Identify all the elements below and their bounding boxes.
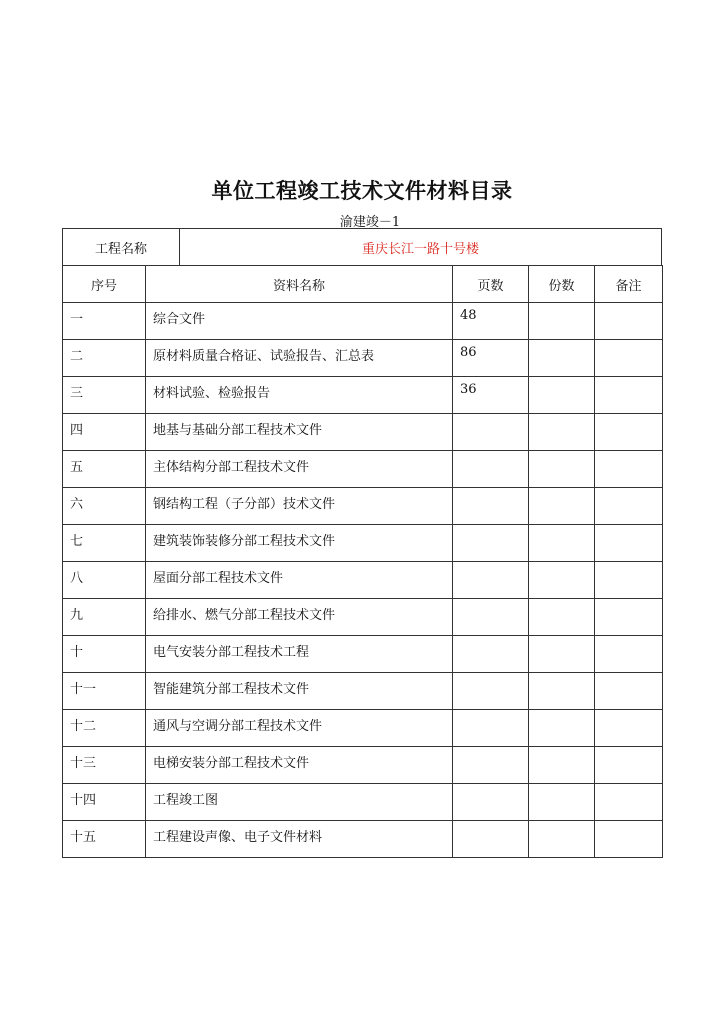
cell-pages [453, 710, 529, 747]
table-row [63, 784, 663, 821]
table-row [63, 562, 663, 599]
cell-name: 工程建设声像、电子文件材料 [146, 821, 453, 858]
cell-name: 电气安装分部工程技术工程 [146, 636, 453, 673]
cell-notes [595, 303, 663, 340]
table-header-row [63, 266, 663, 303]
cell-notes [595, 414, 663, 451]
cell-copies [529, 562, 595, 599]
project-name-label: 工程名称 [63, 229, 180, 266]
cell-copies [529, 784, 595, 821]
cell-copies [529, 636, 595, 673]
cell-no: 七 [63, 525, 146, 562]
table-row [63, 525, 663, 562]
cell-name: 综合文件 [146, 303, 453, 340]
cell-no: 六 [63, 488, 146, 525]
cell-notes [595, 636, 663, 673]
cell-name: 原材料质量合格证、试验报告、汇总表 [146, 340, 453, 377]
cell-name: 通风与空调分部工程技术文件 [146, 710, 453, 747]
cell-no: 十 [63, 636, 146, 673]
cell-copies [529, 673, 595, 710]
cell-pages [453, 562, 529, 599]
document-title: 单位工程竣工技术文件材料目录 [211, 179, 513, 203]
cell-pages [453, 784, 529, 821]
cell-copies [529, 377, 595, 414]
cell-no: 一 [63, 303, 146, 340]
table-row [63, 340, 663, 377]
cell-notes [595, 451, 663, 488]
table-row [63, 821, 663, 858]
header-no: 序号 [63, 266, 146, 303]
cell-notes [595, 562, 663, 599]
table-row [63, 488, 663, 525]
cell-notes [595, 525, 663, 562]
cell-name: 建筑装饰装修分部工程技术文件 [146, 525, 453, 562]
cell-copies [529, 414, 595, 451]
cell-copies [529, 747, 595, 784]
cell-no: 十二 [63, 710, 146, 747]
cell-pages [453, 821, 529, 858]
table-row [63, 303, 663, 340]
cell-copies [529, 710, 595, 747]
cell-no: 四 [63, 414, 146, 451]
cell-copies [529, 340, 595, 377]
cell-notes [595, 488, 663, 525]
cell-name: 钢结构工程（子分部）技术文件 [146, 488, 453, 525]
cell-notes [595, 599, 663, 636]
project-name-value: 重庆长江一路十号楼 [180, 229, 662, 266]
header-notes: 备注 [595, 266, 663, 303]
cell-notes [595, 747, 663, 784]
cell-pages [453, 451, 529, 488]
cell-no: 五 [63, 451, 146, 488]
cell-copies [529, 525, 595, 562]
cell-pages: 48 [453, 303, 529, 340]
cell-no: 十四 [63, 784, 146, 821]
cell-pages: 36 [453, 377, 529, 414]
cell-pages [453, 747, 529, 784]
cell-pages [453, 673, 529, 710]
cell-no: 十三 [63, 747, 146, 784]
cell-pages [453, 414, 529, 451]
header-pages: 页数 [453, 266, 529, 303]
table-row [63, 710, 663, 747]
cell-notes [595, 340, 663, 377]
cell-pages: 86 [453, 340, 529, 377]
cell-copies [529, 488, 595, 525]
cell-name: 给排水、燃气分部工程技术文件 [146, 599, 453, 636]
cell-notes [595, 821, 663, 858]
cell-pages [453, 599, 529, 636]
cell-no: 九 [63, 599, 146, 636]
cell-notes [595, 710, 663, 747]
table-row [63, 747, 663, 784]
cell-notes [595, 673, 663, 710]
cell-no: 三 [63, 377, 146, 414]
cell-name: 智能建筑分部工程技术文件 [146, 673, 453, 710]
contents-table [62, 265, 663, 858]
header-copies: 份数 [529, 266, 595, 303]
cell-no: 十五 [63, 821, 146, 858]
table-row [63, 451, 663, 488]
table-body [63, 303, 663, 858]
cell-name: 地基与基础分部工程技术文件 [146, 414, 453, 451]
cell-pages [453, 636, 529, 673]
cell-name: 工程竣工图 [146, 784, 453, 821]
cell-notes [595, 377, 663, 414]
table-row [63, 673, 663, 710]
cell-copies [529, 821, 595, 858]
table-row [63, 377, 663, 414]
cell-name: 屋面分部工程技术文件 [146, 562, 453, 599]
cell-copies [529, 451, 595, 488]
cell-notes [595, 784, 663, 821]
table-row [63, 599, 663, 636]
table-row [63, 636, 663, 673]
cell-no: 八 [63, 562, 146, 599]
cell-name: 电梯安装分部工程技术文件 [146, 747, 453, 784]
cell-pages [453, 525, 529, 562]
cell-no: 二 [63, 340, 146, 377]
cell-copies [529, 599, 595, 636]
cell-no: 十一 [63, 673, 146, 710]
table-row [63, 414, 663, 451]
cell-name: 主体结构分部工程技术文件 [146, 451, 453, 488]
cell-name: 材料试验、检验报告 [146, 377, 453, 414]
project-info-row [63, 229, 662, 266]
project-info-table [62, 228, 662, 266]
cell-pages [453, 488, 529, 525]
header-name: 资料名称 [146, 266, 453, 303]
cell-copies [529, 303, 595, 340]
document-code: 渝建竣－1 [339, 215, 401, 230]
